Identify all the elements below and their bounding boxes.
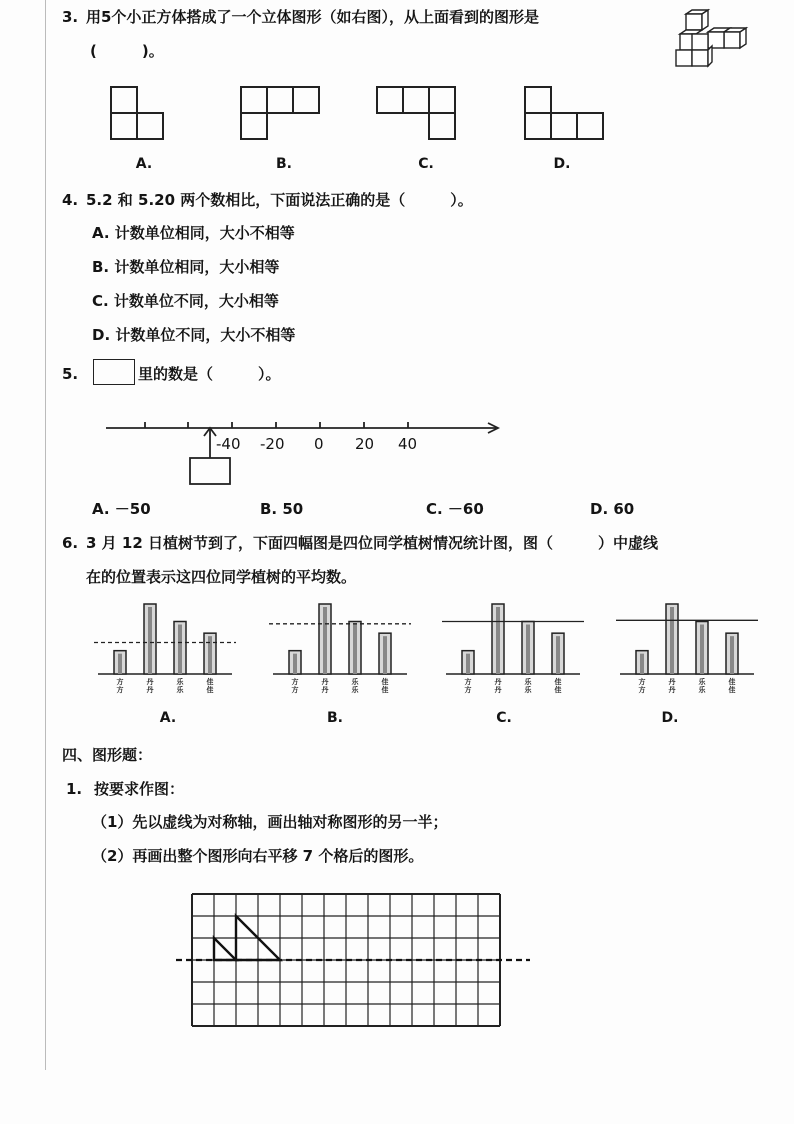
tick-label-neg40: -40 bbox=[216, 435, 241, 453]
section4-step2: （2）再画出整个图形向右平移 7 个格后的图形。 bbox=[92, 847, 424, 865]
section4-q1-text: 按要求作图： bbox=[94, 780, 185, 798]
category-label: 丹丹 bbox=[321, 678, 329, 694]
bar-shading bbox=[118, 654, 122, 674]
section4-heading: 四、图形题： bbox=[62, 746, 153, 764]
tick-label-0: 0 bbox=[314, 435, 324, 453]
q4-text: 5.2 和 5.20 两个数相比，下面说法正确的是（ ）。 bbox=[86, 191, 473, 209]
option-d-shape bbox=[524, 86, 608, 142]
category-label: 佳佳 bbox=[206, 678, 214, 694]
q3-text: 用5个小正方体搭成了一个立体图形（如右图），从上面看到的图形是 bbox=[86, 8, 539, 26]
tick-label-20: 20 bbox=[355, 435, 375, 453]
q3-answer-paren: ( )。 bbox=[90, 42, 164, 60]
category-label: 佳佳 bbox=[728, 678, 736, 694]
q6-chart-c-label: C. bbox=[496, 710, 512, 726]
q4-option-c: C. 计数单位不同，大小相等 bbox=[92, 292, 279, 310]
category-label: 丹丹 bbox=[494, 678, 502, 694]
bar-shading bbox=[526, 625, 530, 675]
category-label: 佳佳 bbox=[554, 678, 562, 694]
bar-shading bbox=[293, 654, 297, 674]
q5-answer-box bbox=[93, 359, 135, 385]
page-margin-line bbox=[45, 0, 46, 1070]
category-label: 丹丹 bbox=[146, 678, 154, 694]
bar-chart-d bbox=[612, 598, 762, 708]
q6-chart-a-label: A. bbox=[159, 710, 177, 726]
option-a-shape bbox=[110, 86, 166, 142]
q6-number: 6. bbox=[62, 534, 79, 552]
drawing-grid[interactable] bbox=[176, 892, 532, 1034]
category-label: 乐乐 bbox=[698, 678, 706, 694]
bar-shading bbox=[208, 636, 212, 674]
bar-shading bbox=[640, 654, 644, 674]
q6-chart-b-label: B. bbox=[327, 710, 343, 726]
cube-stack-figure bbox=[672, 10, 762, 74]
bar-shading bbox=[178, 625, 182, 675]
bar-shading bbox=[466, 654, 470, 674]
q3-option-a-label: A. bbox=[135, 156, 153, 172]
bar-chart-c bbox=[438, 598, 588, 708]
bar-shading bbox=[148, 607, 152, 674]
bar-shading bbox=[730, 636, 734, 674]
q4-option-d: D. 计数单位不同，大小不相等 bbox=[92, 326, 296, 344]
category-label: 方方 bbox=[638, 678, 646, 694]
category-label: 乐乐 bbox=[176, 678, 184, 694]
bar-chart-b bbox=[265, 598, 415, 708]
bar-shading bbox=[700, 625, 704, 675]
q5-text: 里的数是（ ）。 bbox=[138, 365, 281, 383]
bar-chart-a bbox=[90, 598, 240, 708]
q3-number: 3. bbox=[62, 8, 79, 26]
q3-option-d-label: D. bbox=[553, 156, 571, 172]
q5-number: 5. bbox=[62, 365, 79, 383]
q6-text: 3 月 12 日植树节到了，下面四幅图是四位同学植树情况统计图，图（ ）中虚线 bbox=[86, 534, 658, 552]
option-b-shape bbox=[240, 86, 324, 142]
category-label: 乐乐 bbox=[351, 678, 359, 694]
category-label: 方方 bbox=[291, 678, 299, 694]
q5-option-a: A. －50 bbox=[92, 500, 151, 518]
bar-shading bbox=[496, 607, 500, 674]
section4-step1: （1）先以虚线为对称轴，画出轴对称图形的另一半； bbox=[92, 813, 448, 831]
q5-option-b: B. 50 bbox=[260, 500, 304, 518]
bar-shading bbox=[353, 625, 357, 675]
section4-q1-number: 1. bbox=[66, 780, 83, 798]
q5-option-d: D. 60 bbox=[590, 500, 635, 518]
tick-label-neg20: -20 bbox=[260, 435, 285, 453]
q3-option-c-label: C. bbox=[418, 156, 434, 172]
bar-shading bbox=[323, 607, 327, 674]
category-label: 方方 bbox=[464, 678, 472, 694]
q6-text-line2: 在的位置表示这四位同学植树的平均数。 bbox=[86, 568, 357, 586]
q3-option-b-label: B. bbox=[276, 156, 292, 172]
option-c-shape bbox=[376, 86, 460, 142]
number-line bbox=[100, 412, 510, 502]
category-label: 丹丹 bbox=[668, 678, 676, 694]
q4-option-b: B. 计数单位相同，大小相等 bbox=[92, 258, 280, 276]
figure-small-triangle bbox=[214, 938, 236, 960]
category-label: 乐乐 bbox=[524, 678, 532, 694]
q4-option-a: A. 计数单位相同，大小不相等 bbox=[92, 224, 295, 242]
category-label: 方方 bbox=[116, 678, 124, 694]
bar-shading bbox=[670, 607, 674, 674]
bar-shading bbox=[556, 636, 560, 674]
q4-number: 4. bbox=[62, 191, 79, 209]
q6-chart-d-label: D. bbox=[661, 710, 679, 726]
tick-label-40: 40 bbox=[398, 435, 418, 453]
bar-shading bbox=[383, 636, 387, 674]
q5-option-c: C. －60 bbox=[426, 500, 484, 518]
category-label: 佳佳 bbox=[381, 678, 389, 694]
